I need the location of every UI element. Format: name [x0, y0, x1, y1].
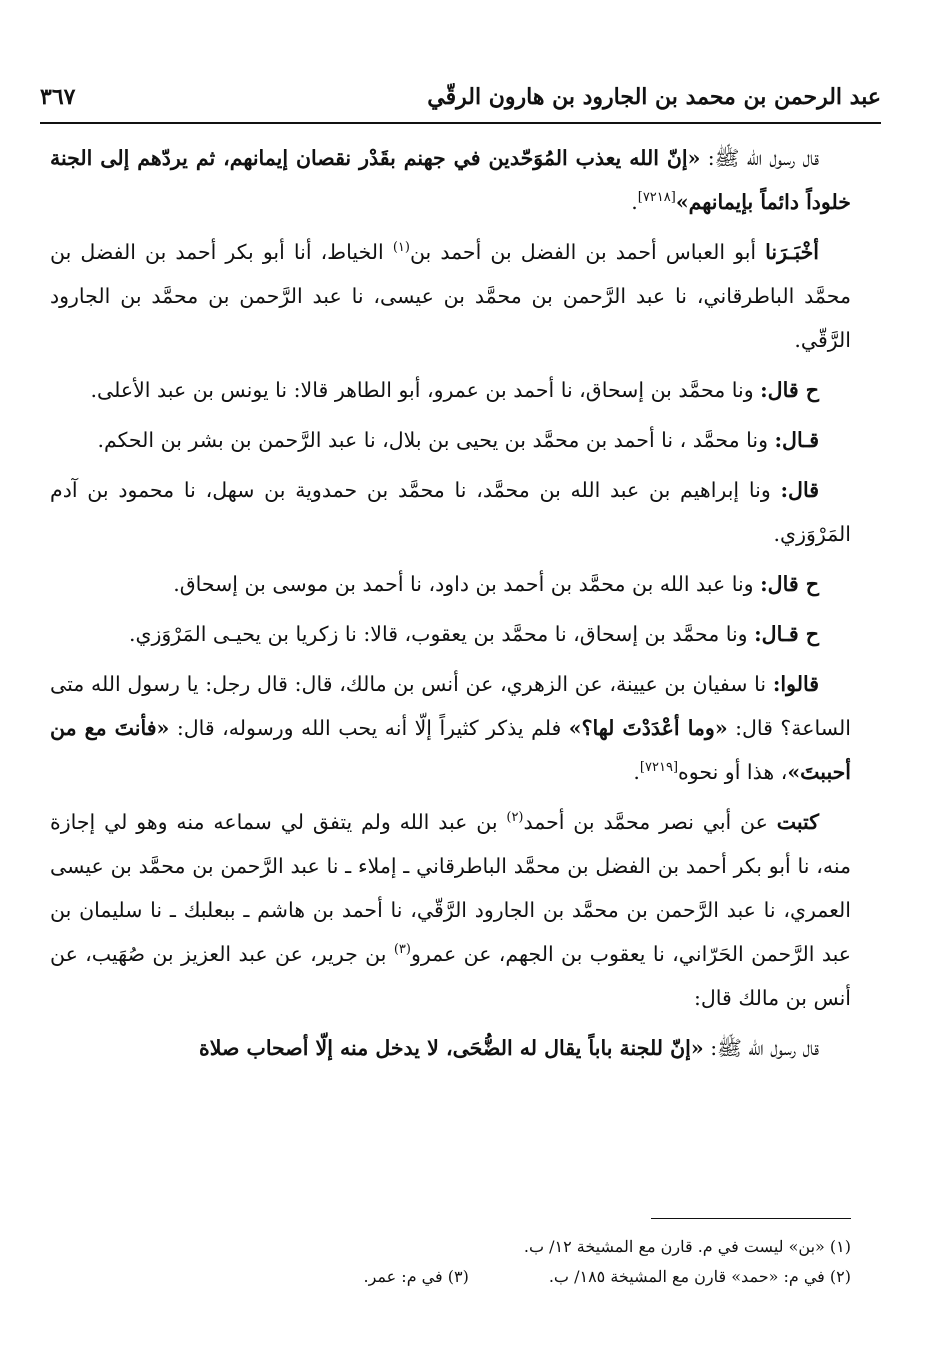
- hadith-quote: «إنّ الله يعذب المُوَحّدين في جهنم بقَدْر نقصان إيمانهم، ثم يردّهم إلى الجنة خلوداً دائماً بإيمانهم»: [50, 146, 851, 214]
- isnad-keyword: ح قـال:: [754, 622, 819, 646]
- footnote-row: [50, 1262, 851, 1292]
- isnad-keyword: كتبت: [776, 810, 819, 834]
- footnote-marker-2: (٢): [506, 810, 524, 826]
- footnote-marker-3: (٣): [393, 942, 411, 958]
- period: .: [633, 760, 640, 784]
- isnad-text: بن عبد الله ولم يتفق لي سماعه منه وهو لي إجازة منه، نا أبو بكر أحمد بن الفضل بن محمَّد الباطرقاني ـ إملاء ـ نا عبد الرَّحمن بن محمَّد بن عيسى العمري، نا عبد الرَّحمن بن محمَّد بن الجارود الرَّقّي، نا أحمد بن هاشم ـ ببعلبك ـ نا سليمان بن عبد الرَّحمن الحَرّاني، نا يعقوب بن الجهم، عن عمرو: [50, 810, 851, 966]
- running-title: عبد الرحمن بن محمد بن الجارود بن هارون الرقّي: [427, 84, 881, 110]
- paragraph-isnad-3: [50, 418, 851, 462]
- hadith-reference: [٧٢١٩]: [639, 760, 679, 776]
- hadith-text: نا سفيان بن عيينة، عن الزهري، عن أنس بن مالك، قال: قال رجل: يا رسول الله متى الساعة؟ قال:: [50, 672, 851, 740]
- footnote-1: (١) «بن» ليست في م. قارن مع المشيخة ١٢/ ب.: [523, 1237, 851, 1256]
- hadith-quote: «فأنتَ مع من أحببتَ»: [50, 716, 851, 784]
- isnad-keyword: قـال:: [774, 428, 819, 452]
- running-header: [40, 80, 881, 120]
- isnad-keyword: ح قال:: [760, 572, 819, 596]
- paragraph-isnad-6: [50, 612, 851, 656]
- hadith-intro: قال رسول الله ﷺ:: [703, 1036, 819, 1060]
- isnad-text: ونا محمَّد ، نا أحمد بن محمَّد بن يحيى بن بلال، نا عبد الرَّحمن بن بشر بن الحكم.: [97, 428, 775, 452]
- isnad-text: الخياط، أنا أبو بكر أحمد بن الفضل بن محمَّد الباطرقاني، نا عبد الرَّحمن بن محمَّد بن عيسى، نا عبد الرَّحمن بن محمَّد بن الجارود الرَّقّي.: [50, 240, 851, 352]
- isnad-text: عن أبي نصر محمَّد بن أحمد: [523, 810, 777, 834]
- isnad-text: بن جرير، عن عبد العزيز بن صُهَيب، عن أنس بن مالك قال:: [50, 942, 851, 1010]
- isnad-keyword: أخْبَـرَنا: [765, 240, 819, 264]
- footnote-3: (٣) في م: عمر.: [363, 1267, 469, 1286]
- main-text: [50, 136, 851, 1076]
- isnad-text: ونا محمَّد بن إسحاق، نا أحمد بن عمرو، أبو الطاهر قالا: نا يونس بن عبد الأعلى.: [90, 378, 761, 402]
- paragraph-isnad-4: [50, 468, 851, 556]
- hadith-text: ، هذا أو نحوه: [678, 760, 788, 784]
- paragraph-isnad-7: [50, 800, 851, 1020]
- isnad-text: أبو العباس أحمد بن الفضل بن أحمد بن: [409, 240, 766, 264]
- paragraph-hadith-1: [50, 136, 851, 224]
- hadith-quote: «إنّ للجنة باباً يقال له الضُّحَى، لا يدخل منه إلّا أصحاب صلاة: [199, 1036, 704, 1060]
- hadith-intro: قال رسول الله ﷺ:: [700, 146, 819, 170]
- paragraph-isnad-1: [50, 230, 851, 362]
- paragraph-isnad-5: [50, 562, 851, 606]
- isnad-text: ونا إبراهيم بن عبد الله بن محمَّد، نا محمَّد بن حمدوية بن سهل، نا محمود بن آدم المَرْوَزي.: [50, 478, 851, 546]
- hadith-quote: «وما أعْدَدْتَ لها؟»: [568, 716, 728, 740]
- footnote-rule: [651, 1218, 851, 1219]
- header-rule: [40, 122, 881, 124]
- isnad-text: ونا محمَّد بن إسحاق، نا محمَّد بن يعقوب، قالا: نا زكريا بن يحيـى المَرْوَزي.: [128, 622, 755, 646]
- paragraph-hadith-3: [50, 1026, 851, 1070]
- hadith-text: فلم يذكر كثيراً إلّا أنه يحب الله ورسوله، قال:: [169, 716, 569, 740]
- paragraph-hadith-2: [50, 662, 851, 794]
- isnad-keyword: قال:: [780, 478, 819, 502]
- footnote-2: (٢) في م: «حمد» قارن مع المشيخة ١٨٥/ ب.: [548, 1267, 851, 1286]
- paragraph-isnad-2: [50, 368, 851, 412]
- period: .: [631, 190, 638, 214]
- page-number: ٣٦٧: [40, 84, 76, 110]
- isnad-text: ونا عبد الله بن محمَّد بن أحمد بن داود، نا أحمد بن موسى بن إسحاق.: [173, 572, 761, 596]
- footnotes: [50, 1232, 851, 1292]
- isnad-keyword: قالوا:: [772, 672, 819, 696]
- hadith-reference: [٧٢١٨]: [637, 190, 676, 206]
- isnad-keyword: ح قال:: [760, 378, 819, 402]
- footnote-marker-1: (١): [392, 240, 410, 256]
